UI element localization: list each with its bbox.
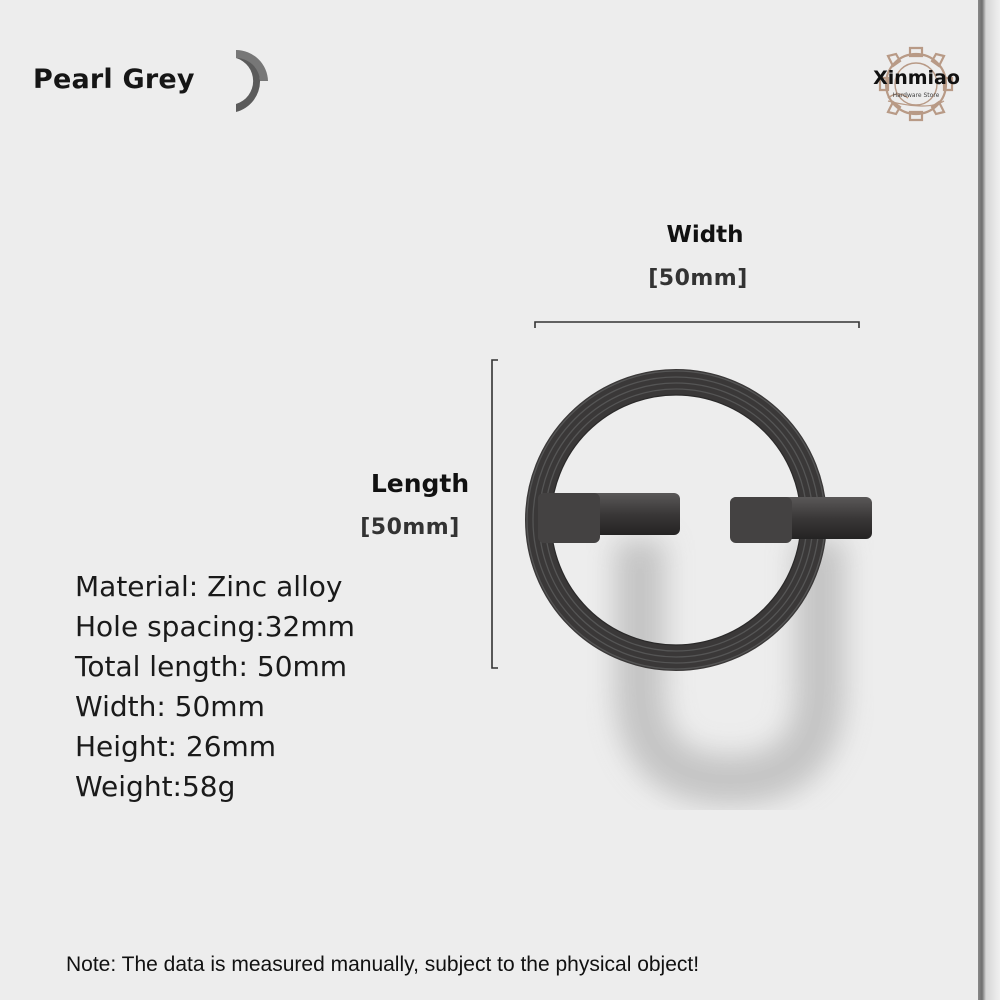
- spec-height: Height: 26mm: [75, 730, 277, 763]
- right-mount-bar: [730, 497, 872, 543]
- width-label: Width: [666, 222, 744, 248]
- left-mount-bar: [538, 493, 680, 543]
- measurement-note: Note: The data is measured manually, subject to the physical object!: [66, 953, 700, 976]
- length-label: Length: [370, 469, 470, 498]
- brand-logo: [858, 36, 978, 132]
- brand-subtitle: Hardware Store: [892, 92, 940, 99]
- spec-material: Material: Zinc alloy: [75, 570, 343, 603]
- length-dimension-line: [492, 360, 498, 668]
- spec-weight: Weight:58g: [75, 770, 236, 803]
- spec-hole-spacing: Hole spacing:32mm: [75, 610, 355, 643]
- spec-list: [75, 567, 355, 807]
- width-value: [50mm]: [648, 266, 748, 291]
- color-name-label: Pearl Grey: [33, 64, 195, 95]
- brand-name: Xinmiao: [873, 67, 960, 89]
- spec-total-length: Total length: 50mm: [75, 650, 348, 683]
- width-dimension-line: [535, 322, 859, 328]
- page-edge-bar: [978, 0, 1000, 1000]
- color-swatch-icon: [232, 46, 274, 116]
- length-value: [50mm]: [360, 515, 460, 540]
- product-illustration: [480, 310, 900, 810]
- spec-width: Width: 50mm: [75, 690, 265, 723]
